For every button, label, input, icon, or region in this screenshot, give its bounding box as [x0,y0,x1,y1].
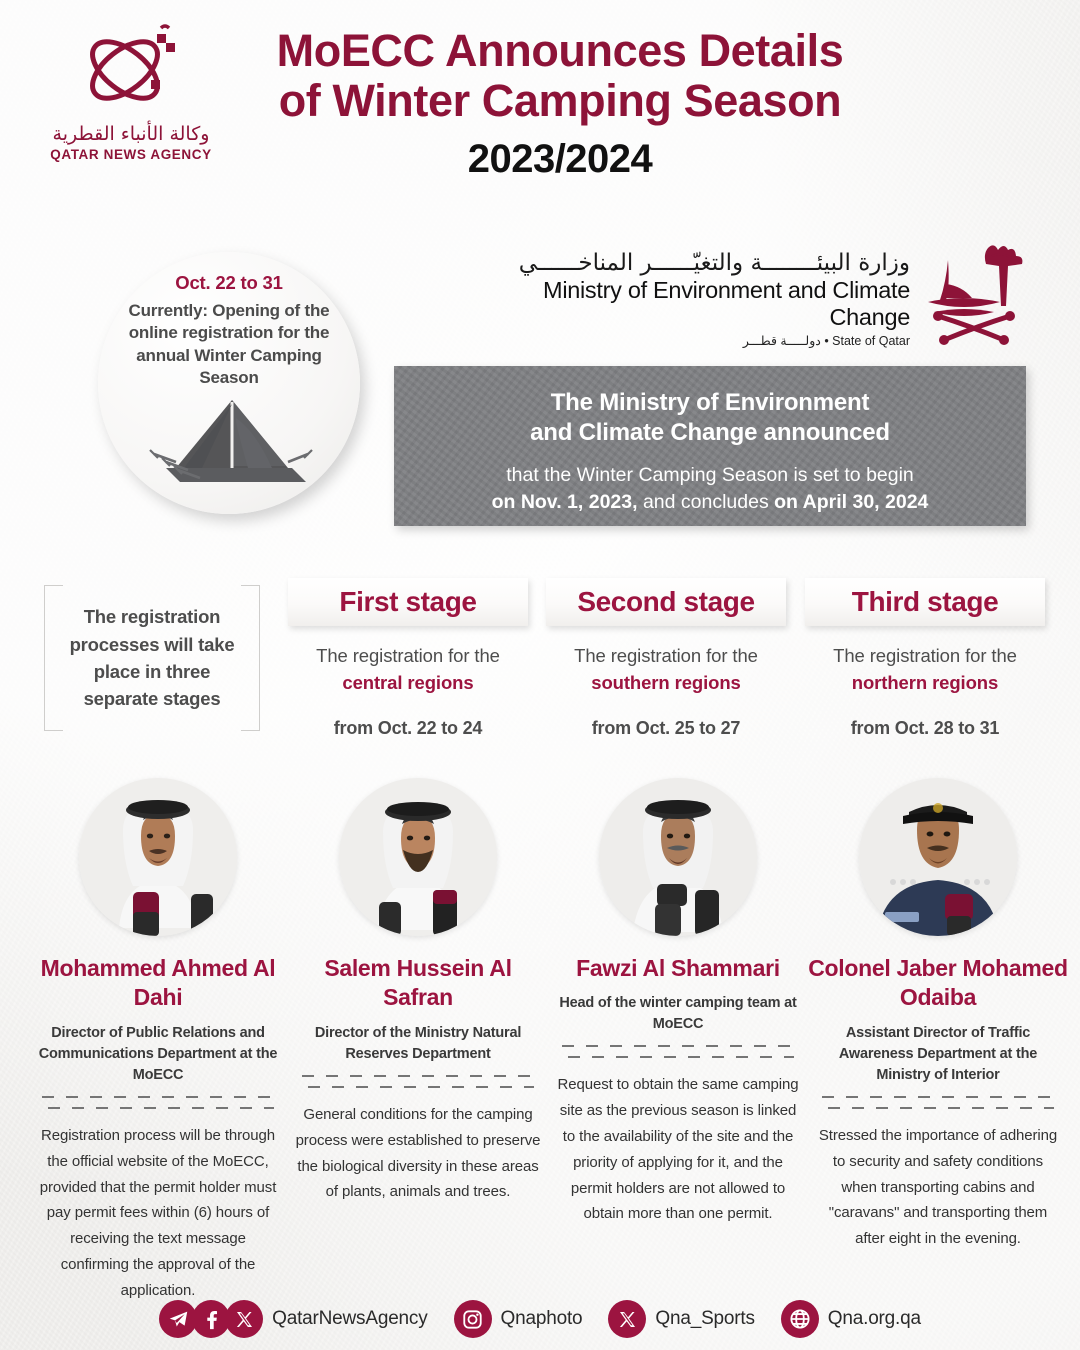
official-statement: Request to obtain the same camping site as the previous season is linked to the availability of the site and the priority of applying for it, and the permit holders are not allowed to obtain more than one permit. [557,1076,799,1223]
stage-title-second: Second stage [546,578,786,626]
ministry-state-english: State of Qatar [832,334,910,349]
social-handle[interactable]: QatarNewsAgency [272,1308,428,1329]
stage-title-first: First stage [288,578,528,626]
announcement-end-date: on April 30, 2024 [774,491,929,514]
title-block [210,26,910,182]
ministry-name-english: Ministry of Environment and Climate Change [543,277,910,331]
official-statement: Stressed the importance of adhering to security and safety conditions when transporting cabins and "caravans" and transporting them after eight in the evening. [818,1126,1058,1248]
stage-desc-prefix: The registration for the [833,645,1017,666]
stage-desc-prefix: The registration for the [316,645,500,666]
official-name: Colonel Jaber Mohamed Odaiba [808,955,1068,1011]
avatar [79,778,237,936]
stage-desc-second [546,643,786,697]
stage-desc-first [288,643,528,697]
social-group-qatarnewsagency [159,1300,453,1338]
social-group-qnasports [608,1300,780,1338]
ministry-logo [455,246,1030,352]
stage-region-second: southern regions [591,671,741,693]
official-statement: Registration process will be through the official website of the MoECC, provided that the permit holder must pay permit fees within (6) hours of receiving the text message confirming the approval of the application. [39,1126,277,1299]
globe-icon[interactable] [781,1300,819,1338]
official-name: Salem Hussein Al Safran [324,955,512,1011]
official-card [288,778,548,1205]
official-title: Director of Public Relations and Communications Department at the MoECC [38,1024,278,1083]
qna-logo-arabic: وكالة الأنباء القطرية [52,123,210,145]
announcement-box [394,366,1026,526]
page-title-line2: of Winter Camping Season [278,75,842,127]
dashed-divider [822,1096,1054,1109]
social-footer [0,1294,1080,1344]
social-group-website [781,1300,921,1338]
stages-intro-text: The registration processes will take place in three separate stages [69,606,235,710]
qna-atom-logo-icon [75,24,187,120]
social-handle[interactable]: Qna.org.qa [827,1308,921,1329]
qna-logo-english: QATAR NEWS AGENCY [50,146,212,162]
x-twitter-icon[interactable] [225,1300,263,1338]
stage-region-third: northern regions [851,671,999,693]
stage-card-second [546,578,786,739]
season-year: 2023/2024 [467,136,653,181]
stage-dates-third: from Oct. 28 to 31 [850,717,1000,738]
avatar [599,778,757,936]
qna-logo [46,24,216,162]
stage-dates-first: from Oct. 22 to 24 [333,717,483,738]
stage-title-third: Third stage [805,578,1045,626]
stages-intro-box [44,586,260,730]
official-title: Director of the Ministry Natural Reserves Department [314,1024,522,1062]
stage-dates-second: from Oct. 25 to 27 [591,717,741,738]
official-statement: General conditions for the camping process were established to preserve the biological diversity in these areas of plants, animals and trees. [295,1105,541,1201]
official-name: Mohammed Ahmed Al Dahi [40,955,276,1011]
x-twitter-icon[interactable] [608,1300,646,1338]
stage-desc-third [805,643,1045,697]
registration-period-badge [98,252,360,514]
dashed-divider [562,1045,794,1058]
registration-dates: Oct. 22 to 31 [175,272,283,293]
registration-note: Currently: Opening of the online registration for the annual Winter Camping Season [128,301,330,388]
ministry-state-arabic: دولـــــة قطـــر [742,334,821,349]
announcement-head-line1: The Ministry of Environment [550,389,870,416]
official-card [808,778,1068,1252]
qatar-emblem-icon [918,240,1030,346]
announcement-conjunction: and concludes [637,491,775,514]
stage-desc-prefix: The registration for the [574,645,758,666]
announcement-head-line2: and Climate Change announced [530,419,890,447]
social-handle[interactable]: Qna_Sports [655,1308,755,1329]
official-title: Assistant Director of Traffic Awareness Department at the Ministry of Interior [838,1024,1038,1083]
stage-region-first: central regions [342,671,474,693]
announcement-body-line1: that the Winter Camping Season is set to begin [506,464,914,487]
official-card [28,778,288,1304]
social-handle[interactable]: Qnaphoto [500,1308,583,1329]
avatar [339,778,497,936]
official-card [548,778,808,1227]
dashed-divider [302,1075,534,1088]
avatar [859,778,1017,936]
announcement-body-line2 [394,489,1026,516]
header [0,0,1080,218]
official-title: Head of the winter camping team at MoECC [559,995,797,1033]
social-group-qnaphoto [454,1300,609,1338]
stages-section [0,578,1080,748]
instagram-icon[interactable] [454,1300,492,1338]
announcement-start-date: on Nov. 1, 2023, [491,491,638,514]
ministry-name-arabic: وزارة البيئــــــــة والتغيّــــــر المناخــــــي [518,250,910,276]
page-title-line1: MoECC Announces Details [276,25,844,76]
bullet-separator: • [824,334,833,349]
tent-icon [136,392,322,488]
dashed-divider [42,1096,274,1109]
stage-card-third [805,578,1045,739]
stage-card-first [288,578,528,739]
official-name: Fawzi Al Shammari [576,955,780,981]
